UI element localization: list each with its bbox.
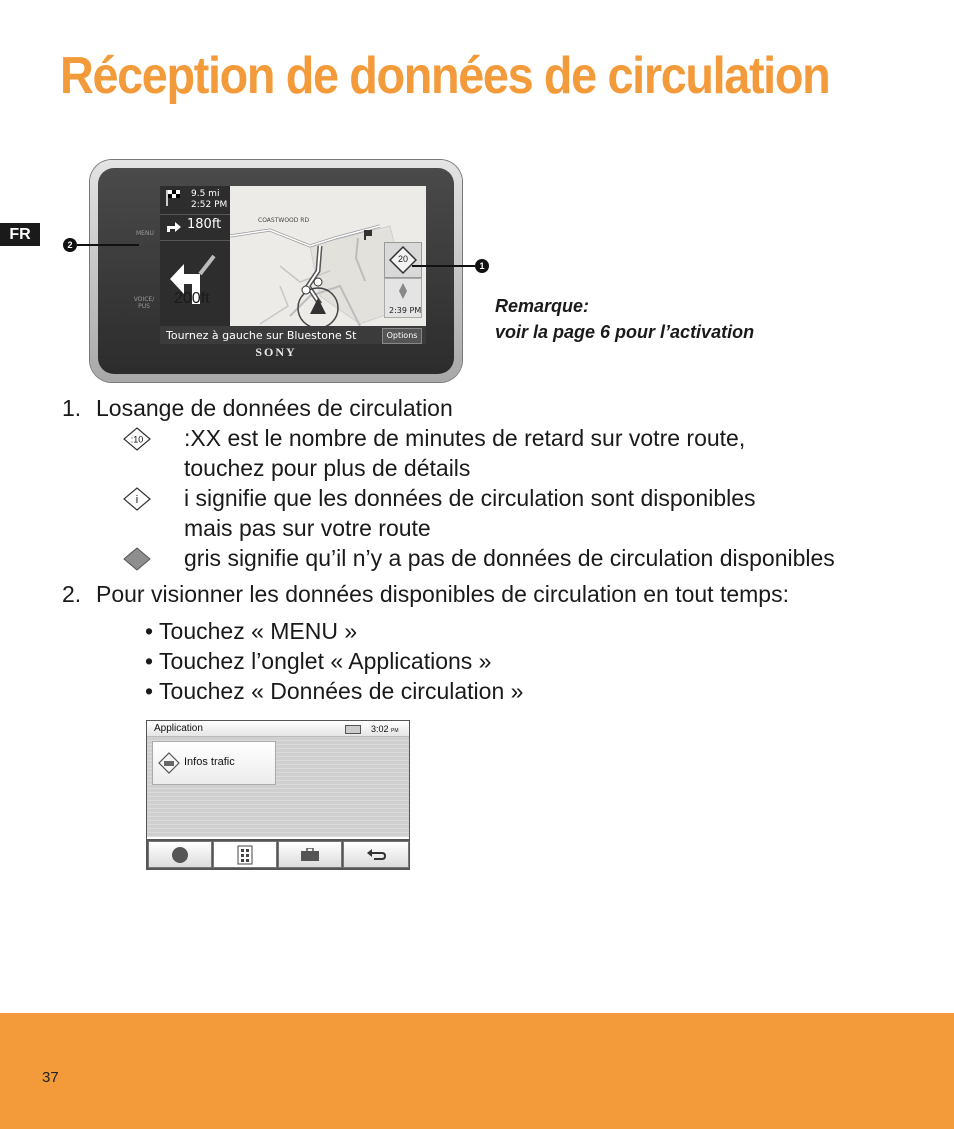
options-button[interactable]: Options xyxy=(382,328,422,344)
traffic-tile-diamond-icon xyxy=(158,752,180,774)
compass-globe-icon xyxy=(171,846,189,864)
app-tab-bar xyxy=(147,839,409,869)
tab-navigation[interactable] xyxy=(148,841,212,868)
page-number: 37 xyxy=(42,1069,59,1086)
next-turn-distance: 180ft xyxy=(187,217,222,232)
trip-info-row xyxy=(160,186,230,215)
turn-instruction: Tournez à gauche sur Bluestone St xyxy=(166,329,357,342)
entry-text: :XX est le nombre de minutes de retard sur votre route, xyxy=(184,425,746,451)
turn-right-arrow-icon xyxy=(166,219,182,233)
compass-icon xyxy=(396,283,410,299)
main-turn-distance: 200ft xyxy=(174,290,210,307)
page-title: Réception de données de circulation xyxy=(60,47,830,105)
traffic-info-diamond-icon xyxy=(122,487,152,511)
compass-button[interactable] xyxy=(384,278,422,318)
activation-remark xyxy=(495,293,754,345)
app-clock: 3:02 PM xyxy=(371,724,399,734)
applications-icon xyxy=(237,845,253,865)
device-voice-label: VOICE/ PUS xyxy=(133,296,155,310)
traffic-gray-diamond-icon xyxy=(122,547,152,571)
remark-text: voir la page 6 pour l’activation xyxy=(495,322,755,342)
entry-text: i signifie que les données de circulation sont disponibles xyxy=(184,485,756,511)
svg-text::10: :10 xyxy=(130,434,144,445)
bullet-traffic-data: • Touchez « Données de circulation » xyxy=(145,678,524,704)
list-item-text: Losange de données de circulation xyxy=(96,395,453,421)
traffic-delay-diamond-icon xyxy=(122,427,152,451)
gps-device xyxy=(90,160,462,382)
traffic-delay-value: 20 xyxy=(397,254,408,264)
callout-1: 1 xyxy=(475,259,489,273)
device-menu-label: MENU xyxy=(136,230,154,237)
entry-text: gris signifie qu’il n’y a pas de données de circulation disponibles xyxy=(184,545,835,571)
device-brand-logo: SONY xyxy=(255,345,297,359)
next-turn-row xyxy=(160,214,230,241)
map-street-label: COASTWOOD RD xyxy=(258,217,310,224)
callout-2-line xyxy=(77,244,139,246)
instruction-bar xyxy=(160,326,426,344)
app-grid xyxy=(147,737,409,837)
application-screen xyxy=(146,720,410,870)
list-item-number: 1. xyxy=(62,395,82,421)
tab-applications[interactable] xyxy=(213,841,277,868)
callout-2: 2 xyxy=(63,238,77,252)
app-title: Application xyxy=(154,723,203,734)
traffic-diamond-button[interactable] xyxy=(384,242,422,278)
svg-text:i: i xyxy=(135,494,139,506)
language-tab: FR xyxy=(0,223,40,246)
app-header xyxy=(147,721,409,737)
device-screen xyxy=(160,186,426,344)
bullet-applications: • Touchez l’onglet « Applications » xyxy=(145,648,492,674)
entry-text: mais pas sur votre route xyxy=(184,515,431,541)
remaining-distance: 9.5 mi xyxy=(191,189,220,199)
bullet-menu: • Touchez « MENU » xyxy=(145,618,358,644)
toolbox-icon xyxy=(300,848,320,862)
navigation-panel xyxy=(160,186,230,344)
callout-1-line xyxy=(412,265,475,267)
list-item-text: Pour visionner les données disponibles de circulation en tout temps: xyxy=(96,581,789,607)
arrival-time: 2:52 PM xyxy=(191,200,228,210)
tab-toolbox[interactable] xyxy=(278,841,342,868)
tab-back[interactable] xyxy=(343,841,409,868)
page-footer xyxy=(0,1013,954,1129)
entry-text: touchez pour plus de détails xyxy=(184,455,471,481)
traffic-info-tile[interactable] xyxy=(152,741,276,785)
remark-heading: Remarque: xyxy=(495,296,590,316)
device-clock: 2:39 PM xyxy=(389,306,422,315)
traffic-tile-label: Infos trafic xyxy=(184,756,235,768)
checkered-flag-icon xyxy=(166,190,182,206)
list-item-number: 2. xyxy=(62,581,82,607)
back-arrow-icon xyxy=(366,848,386,862)
battery-icon xyxy=(345,725,361,734)
